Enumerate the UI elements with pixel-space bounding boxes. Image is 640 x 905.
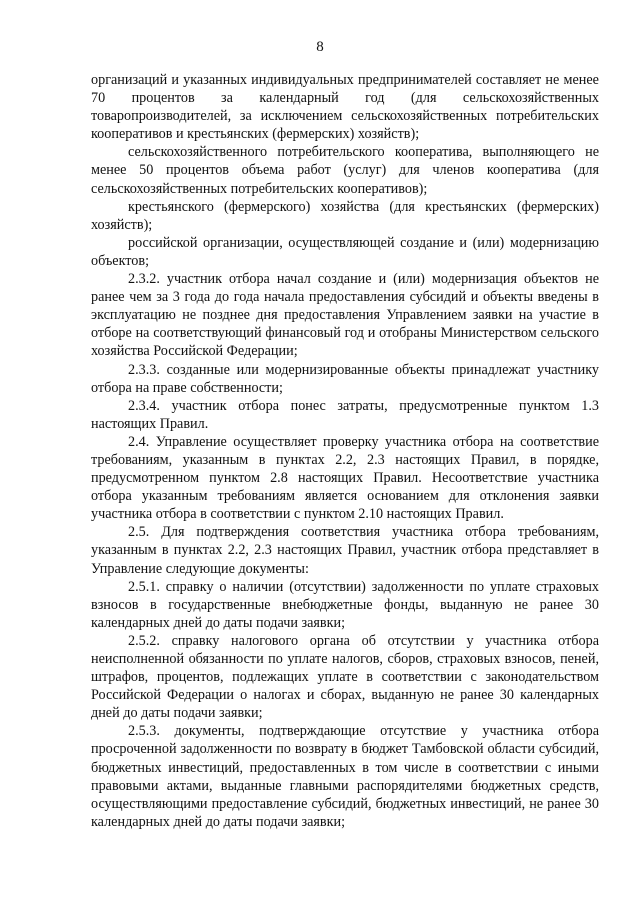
paragraph: крестьянского (фермерского) хозяйства (для крестьянских (фермерских) хозяйств);: [91, 198, 599, 233]
document-body: [91, 71, 599, 831]
paragraph: сельскохозяйственного потребительского кооператива, выполняющего не менее 50 процентов объема работ (услуг) для членов кооператива (для сельскохозяйственных потребительских кооперативов);: [91, 144, 599, 197]
paragraph: 2.5.3. документы, подтверждающие отсутствие у участника отбора просроченной задолженности по возврату в бюджет Тамбовской области субсидий, бюджетных инвестиций, предоставленных в том числе в соответствии с иными правовыми актами, выданные главными распорядителями бюджетных средств, осуществляющими предоставление субсидий, бюджетных инвестиций, не ранее 30 календарных дней до даты подачи заявки;: [91, 723, 599, 830]
paragraph: 2.5.1. справку о наличии (отсутствии) задолженности по уплате страховых взносов в государственные внебюджетные фонды, выданную не ранее 30 календарных дней до даты подачи заявки;: [91, 578, 599, 631]
paragraph: 2.5.2. справку налогового органа об отсутствии у участника отбора неисполненной обязанности по уплате налогов, сборов, страховых взносов, пеней, штрафов, процентов, подлежащих уплате в соответствии с законодательством Российской Федерации о налогах и сборах, выданную не ранее 30 календарных дней до даты подачи заявки;: [91, 632, 599, 722]
page-number: 8: [316, 39, 324, 55]
paragraph: российской организации, осуществляющей создание и (или) модернизацию объектов;: [91, 234, 599, 269]
paragraph: 2.3.2. участник отбора начал создание и (или) модернизация объектов не ранее чем за 3 года до года начала предоставления субсидий и объекты введены в эксплуатацию не позднее дня предоставления Управлением заявки на участие в отборе на соответствующий финансовый год и отобраны Министерством сельского хозяйства Российской Федерации;: [91, 271, 599, 360]
paragraph: 2.4. Управление осуществляет проверку участника отбора на соответствие требованиям, указанным в пунктах 2.2, 2.3 настоящих Правил, в порядке, предусмотренном пунктом 2.8 настоящих Правил. Несоответствие участника отбора указанным требованиям является основанием для отклонения заявки участника отбора в соответствии с пунктом 2.10 настоящих Правил.: [91, 433, 599, 523]
paragraph: организаций и указанных индивидуальных предпринимателей составляет не менее 70 процентов за календарный год (для сельскохозяйственных товаропроизводителей, за исключением сельскохозяйственных потребительских кооперативов и крестьянских (фермерских) хозяйств);: [91, 72, 599, 143]
paragraph: 2.5. Для подтверждения соответствия участника отбора требованиям, указанным в пунктах 2.2, 2.3 настоящих Правил, участник отбора представляет в Управление следующие документы:: [91, 524, 599, 577]
paragraph: 2.3.4. участник отбора понес затраты, предусмотренные пунктом 1.3 настоящих Правил.: [91, 397, 599, 432]
paragraph: 2.3.3. созданные или модернизированные объекты принадлежат участнику отбора на праве собственности;: [91, 361, 599, 396]
